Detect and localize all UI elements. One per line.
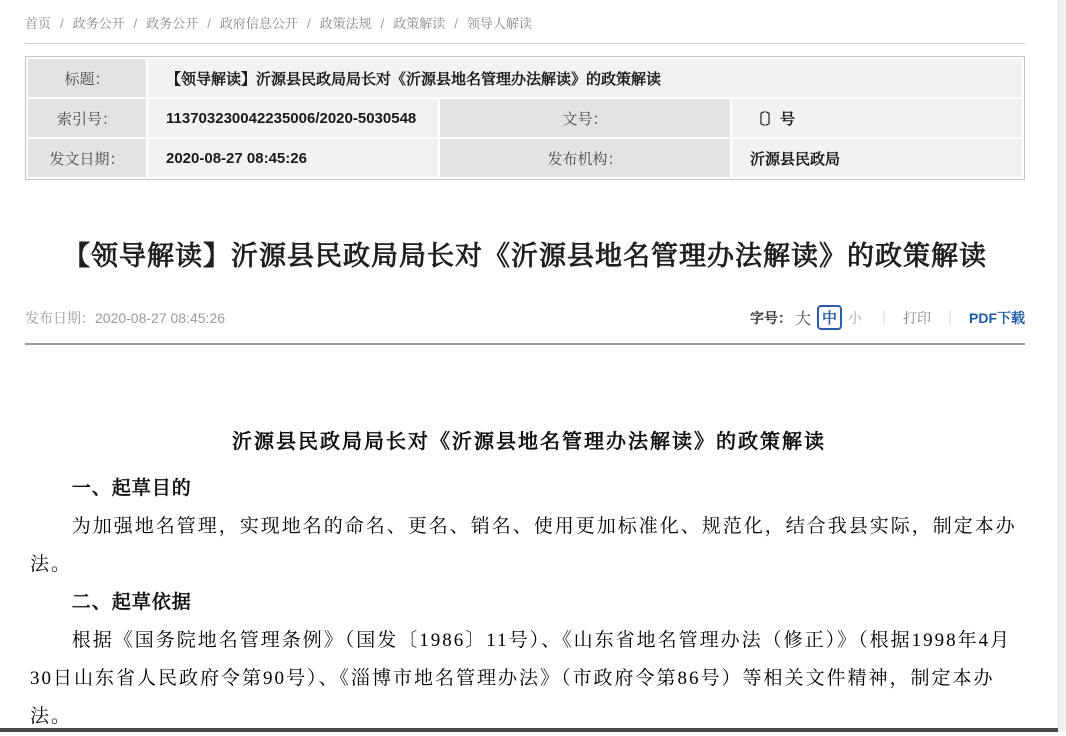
issuing-org-value-cell: 沂源县民政局: [732, 139, 1022, 177]
breadcrumb-item-5[interactable]: 政策解读: [393, 16, 446, 31]
breadcrumb-separator: /: [454, 16, 458, 31]
table-row: [28, 99, 1022, 137]
issuing-org-label-cell: 发布机构：: [440, 139, 730, 177]
index-number-value-cell: 113703230042235006/2020-5030548: [148, 99, 438, 137]
font-size-large-button[interactable]: 大: [794, 311, 811, 328]
table-row: [28, 139, 1022, 177]
font-size-medium-button[interactable]: 中: [817, 305, 842, 330]
title-value-cell: 【领导解读】沂源县民政局局长对《沂源县地名管理办法解读》的政策解读: [148, 59, 1022, 97]
article-header: [0, 234, 1058, 330]
breadcrumb-item-4[interactable]: 政策法规: [319, 16, 372, 31]
page-title: 【领导解读】沂源县民政局局长对《沂源县地名管理办法解读》的政策解读: [63, 241, 987, 271]
publish-date-label: 发布日期：: [25, 309, 95, 326]
breadcrumb-separator: /: [207, 16, 211, 31]
table-row: [28, 59, 1022, 97]
breadcrumb-item-1[interactable]: 政务公开: [72, 16, 125, 31]
font-size-small-button[interactable]: 小: [848, 309, 862, 326]
breadcrumb-item-3[interactable]: 政府信息公开: [219, 16, 298, 31]
breadcrumb-separator: /: [306, 16, 311, 31]
font-size-label: 字号：: [749, 309, 792, 326]
title-label-cell: 标题：: [28, 59, 146, 97]
article-divider: [25, 343, 1025, 345]
publish-date: [25, 308, 225, 328]
pdf-download-button[interactable]: PDF下载: [969, 309, 1025, 326]
issue-date-value-cell: 2020-08-27 08:45:26: [148, 139, 438, 177]
content-title: 沂源县民政局局长对《沂源县地名管理办法解读》的政策解读: [232, 431, 826, 453]
breadcrumb-item-home[interactable]: 首页: [25, 16, 52, 31]
scrollbar[interactable]: [1058, 0, 1066, 732]
document-info-table-wrap: [0, 44, 1058, 180]
section-2-paragraph: 根据《国务院地名管理条例》（国发〔1986〕11号）、《山东省地名管理办法（修正）》（根据1998年4月30日山东省人民政府令第90号）、《淄博市地名管理办法》（市政府令第86号）等相关文件精神，制定本办法。: [30, 630, 1012, 727]
document-info-table: [25, 56, 1025, 180]
section-2-heading: 二、起草依据: [71, 592, 192, 613]
window-bottom-border: [0, 728, 1058, 732]
breadcrumb-item-2[interactable]: 政务公开: [146, 16, 199, 31]
article-content: [0, 425, 1058, 736]
breadcrumb-separator: /: [133, 16, 138, 31]
breadcrumb: [0, 0, 1058, 43]
article-toolbar: [750, 305, 1025, 330]
breadcrumb-item-6[interactable]: 领导人解读: [466, 16, 532, 31]
toolbar-separator: ｜: [877, 309, 891, 326]
issue-date-label-cell: 发文日期：: [28, 139, 146, 177]
doc-number-value-cell: 〔〕号: [732, 99, 1022, 137]
breadcrumb-separator: /: [380, 16, 385, 31]
article-meta-row: [25, 305, 1025, 330]
toolbar-separator: ｜: [943, 309, 957, 326]
doc-number-label-cell: 文号：: [440, 99, 730, 137]
index-number-label-cell: 索引号：: [28, 99, 146, 137]
section-1-heading: 一、起草目的: [71, 478, 192, 499]
print-button[interactable]: 打印: [903, 309, 931, 326]
section-1-paragraph: 为加强地名管理，实现地名的命名、更名、销名、使用更加标准化、规范化，结合我县实际，制定本办法。: [30, 516, 1017, 575]
breadcrumb-separator: /: [60, 16, 64, 31]
publish-date-value: 2020-08-27 08:45:26: [95, 309, 225, 326]
